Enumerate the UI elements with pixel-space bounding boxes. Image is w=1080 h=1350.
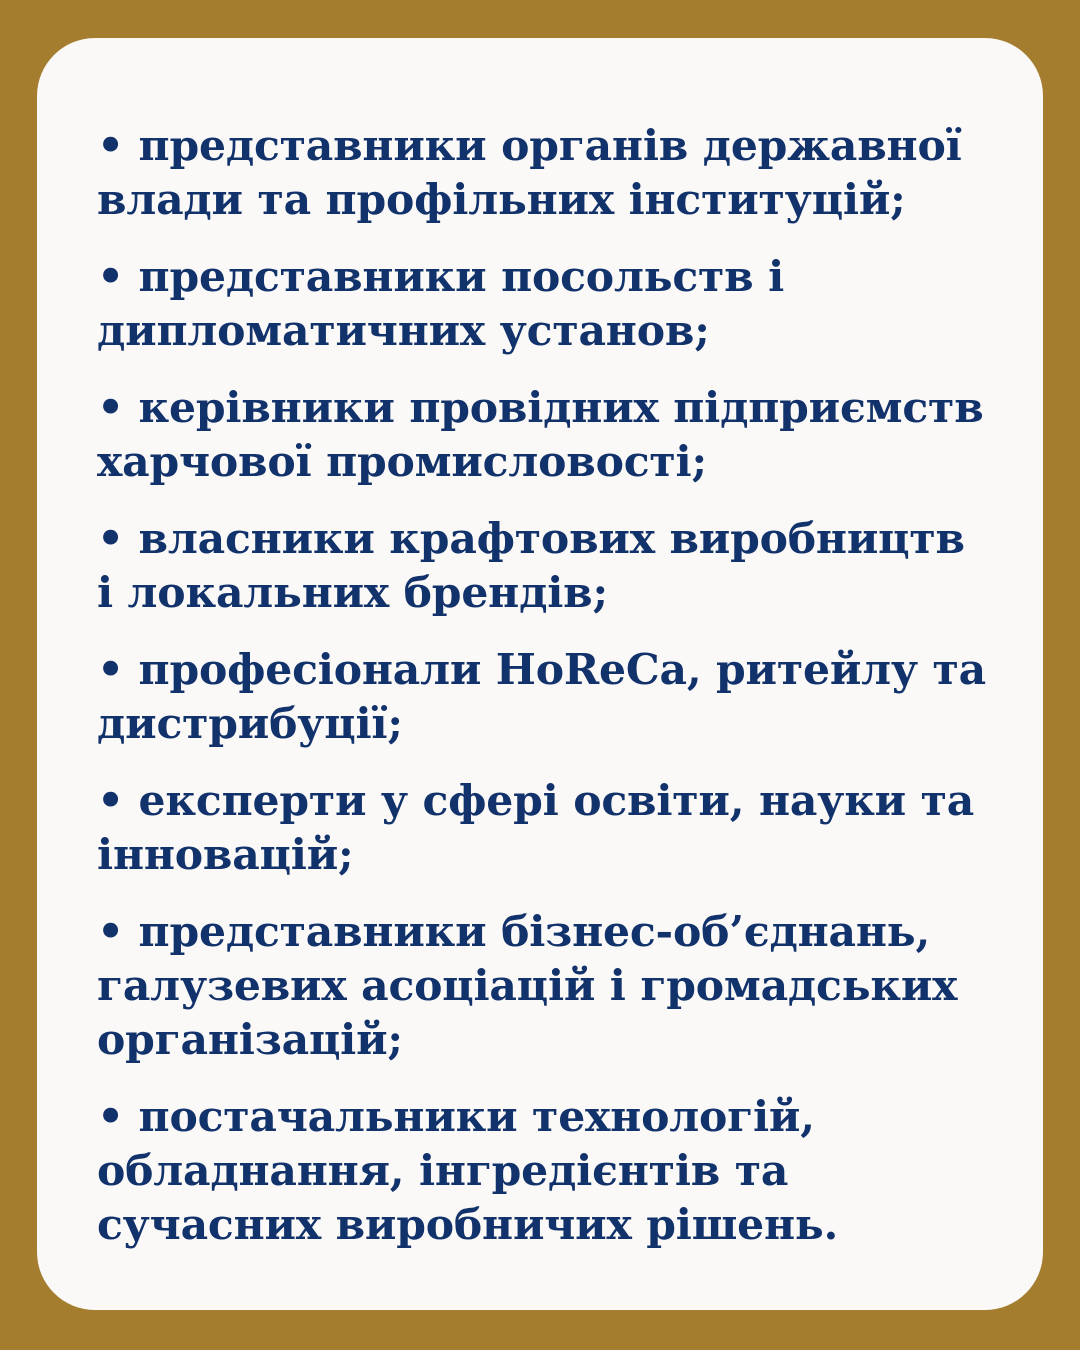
list-item-line: • професіонали HoReCa, ритейлу та <box>97 645 986 695</box>
list-item <box>97 250 1043 358</box>
participants-list <box>97 119 1043 1252</box>
list-item <box>97 119 1043 227</box>
list-item <box>97 381 1043 489</box>
list-item-line: і локальних брендів; <box>97 568 608 618</box>
list-item <box>97 643 1043 751</box>
list-item-line: • керівники провідних підприємств <box>97 383 984 433</box>
list-item-line: дистрибуції; <box>97 699 403 749</box>
list-item <box>97 905 1043 1067</box>
list-item-line: • представники органів державної <box>97 121 962 171</box>
list-item-line: обладнання, інгредієнтів та <box>97 1146 789 1196</box>
list-item <box>97 774 1043 882</box>
list-item-line: організацій; <box>97 1015 403 1065</box>
list-item-line: • постачальники технологій, <box>97 1092 815 1142</box>
list-item-line: галузевих асоціацій і громадських <box>97 961 958 1011</box>
list-item-line: дипломатичних установ; <box>97 306 710 356</box>
list-item-line: харчової промисловості; <box>97 437 707 487</box>
list-item-line: сучасних виробничих рішень. <box>97 1200 839 1250</box>
list-item <box>97 1090 1043 1252</box>
list-item <box>97 512 1043 620</box>
list-item-line: • власники крафтових виробництв <box>97 514 965 564</box>
list-item-line: влади та профільних інституцій; <box>97 175 906 225</box>
content-card <box>37 38 1043 1310</box>
list-item-line: • експерти у сфері освіти, науки та <box>97 776 975 826</box>
list-item-line: інновацій; <box>97 830 354 880</box>
list-item-line: • представники бізнес-об’єднань, <box>97 907 931 957</box>
list-item-line: • представники посольств і <box>97 252 785 302</box>
